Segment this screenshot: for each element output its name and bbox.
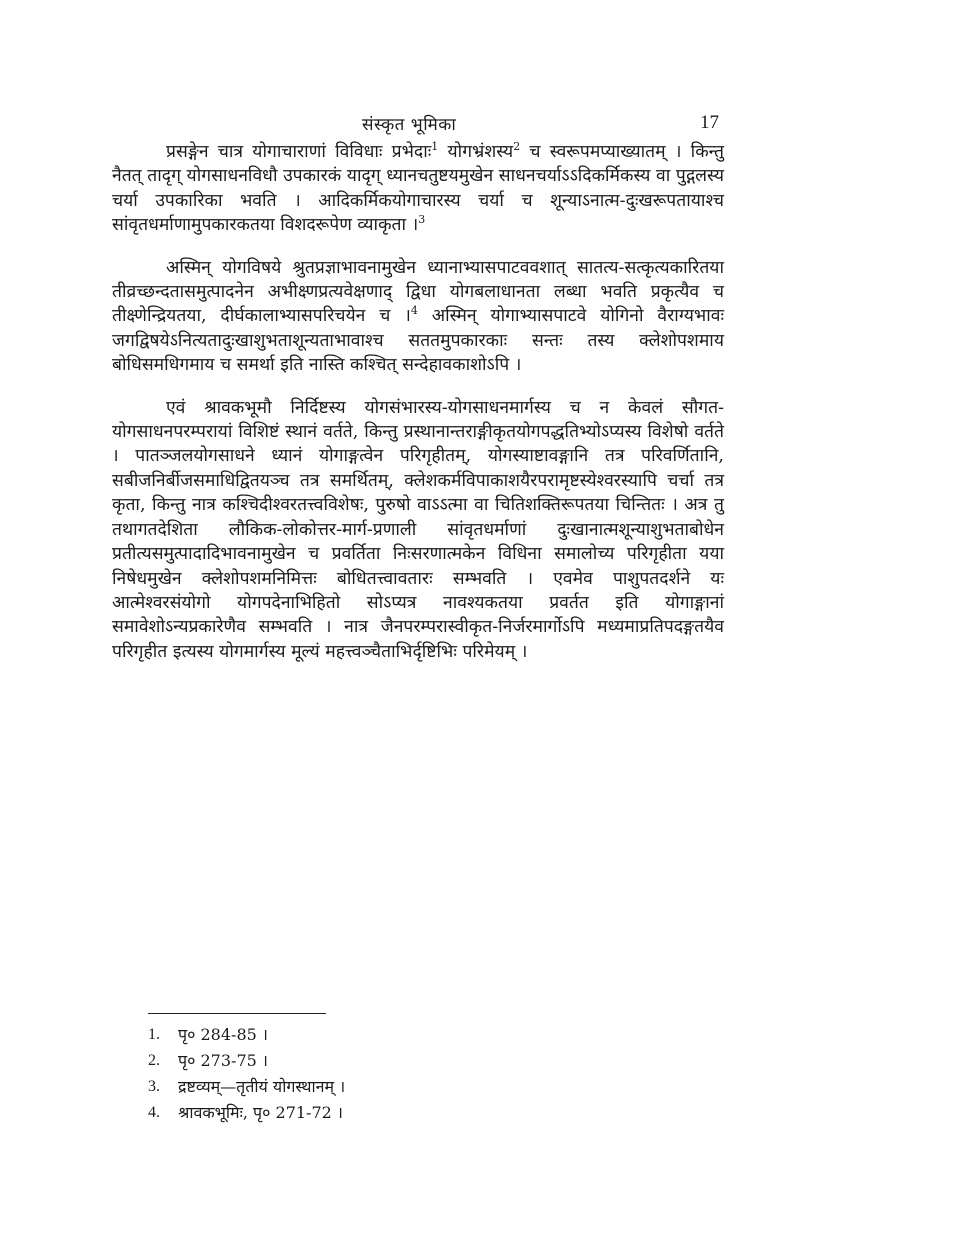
page-number: 17 [700, 112, 719, 133]
paragraph-text: योगभ्रंशस्य [438, 142, 514, 162]
paragraph-text: अस्मिन् योगाभ्यासपाटवे योगिनो वैराग्यभावः जगद्विषयेऽनित्यतादुःखाशुभताशून्यताभावाश्च सततमुपकारकाः सन्तः तस्य क्लेशोपशमाय बोधिसमधिगमाय च समर्था इति नास्ति कश्चित् सन्देहावकाशोऽपि । [112, 306, 724, 376]
paragraph-text: च स्वरूपमप्याख्यातम् । किन्तु नैतत् तादृग् योगसाधनविधौ उपकारकं यादृग् ध्यानचतुष्टयमुखेन साधनचर्याऽऽदिकर्मिकस्य वा पुद्गलस्य चर्या उपकारिका भवति । आदिकर्मिकयोगाचारस्य चर्या च शून्याऽनात्म-दुःखरूपतायाश्च सांवृतधर्माणामुपकारकतया विशदरूपेण व्याकृता । [112, 142, 724, 236]
footnote-reference: 3 [418, 213, 426, 227]
footnote [148, 1048, 568, 1074]
running-title: संस्कृत भूमिका [362, 115, 457, 135]
footnote-text: श्रावकभूमिः, पृ० 271-72 । [178, 1103, 343, 1122]
paragraph [112, 140, 724, 238]
footnote [148, 1074, 568, 1100]
paragraph-text: एवं श्रावकभूमौ निर्दिष्टस्य योगसंभारस्य-योगसाधनमार्गस्य च न केवलं सौगत-योगसाधनपरम्परायां विशिष्टं स्थानं वर्तते, किन्तु प्रस्थानान्तराङ्गीकृतयोगपद्धतिभ्योऽप्यस्य विशेषो वर्तते । पातञ्जलयोगसाधने ध्यानं योगाङ्गत्वेन परिगृहीतम्, योगस्याष्टावङ्गानि तत्र परिवर्णितानि, सबीजनिर्बीजसमाधिद्वितयञ्च तत्र समर्थितम्, क्लेशकर्मविपाकाशयैरपरामृष्टस्येश्वरस्यापि चर्चा तत्र कृता, किन्तु नात्र कश्चिदीश्वरतत्त्वविशेषः, पुरुषो वाऽऽत्मा वा चितिशक्तिरूपतया चिन्तितः । अत्र तु तथागतदेशिता लौकिक-लोकोत्तर-मार्ग-प्रणाली सांवृतधर्माणां दुःखानात्मशून्याशुभताबोधेन प्रतीत्यसमुत्पादादिभावनामुखेन च प्रवर्तिता निःसरणात्मकेन विधिना समालोच्य परिगृहीता यया निषेधमुखेन क्लेशोपशमनिमित्तः बोधितत्त्वावतारः सम्भवति । एवमेव पाशुपतदर्शने यः आत्मेश्वरसंयोगो योगपदेनाभिहितो सोऽप्यत्र नावश्यकतया प्रवर्तत इति योगाङ्गानां समावेशोऽन्यप्रकारेणैव सम्भवति । नात्र जैनपरम्परास्वीकृत-निर्जरमार्गोऽपि मध्यमाप्रतिपदङ्गतयैव परिगृहीत इत्यस्य योगमार्गस्य मूल्यं महत्त्वञ्चैताभिर्दृष्टिभिः परिमेयम् । [112, 397, 724, 662]
footnote-text: द्रष्टव्यम्—तृतीयं योगस्थानम् । [178, 1077, 346, 1096]
footnote-number: 2. [148, 1052, 160, 1069]
footnote [148, 1100, 568, 1126]
footnotes [148, 1022, 568, 1126]
paragraph [112, 396, 724, 664]
running-head [0, 112, 958, 140]
paragraph-text: अस्मिन् योगविषये श्रुतप्रज्ञाभावनामुखेन ध्यानाभ्यासपाटववशात् सातत्य-सत्कृत्यकारितया तीव्रच्छन्दतासमुत्पादनेन अभीक्ष्णप्रत्यवेक्षणाद् द्विधा योगबलाधानता लब्धा भवति प्रकृत्यैव च तीक्ष्णेन्द्रियतया, दीर्घकालाभ्यासपरिचयेन च । [112, 257, 724, 327]
footnote-divider [148, 1013, 326, 1014]
footnote-text: पृ० 284-85 । [178, 1025, 268, 1044]
footnote-reference: 2 [513, 140, 521, 154]
footnote-number: 4. [148, 1104, 160, 1121]
paragraph [112, 256, 724, 378]
footnote [148, 1022, 568, 1048]
footnote-number: 1. [148, 1026, 160, 1043]
footnote-reference: 1 [431, 140, 439, 154]
paragraph-text: प्रसङ्गेन चात्र योगाचाराणां विविधाः प्रभेदाः [166, 142, 432, 162]
footnote-number: 3. [148, 1078, 160, 1095]
footnote-reference: 4 [410, 304, 418, 318]
footnote-text: पृ० 273-75 । [178, 1051, 268, 1070]
body-text [112, 140, 724, 664]
